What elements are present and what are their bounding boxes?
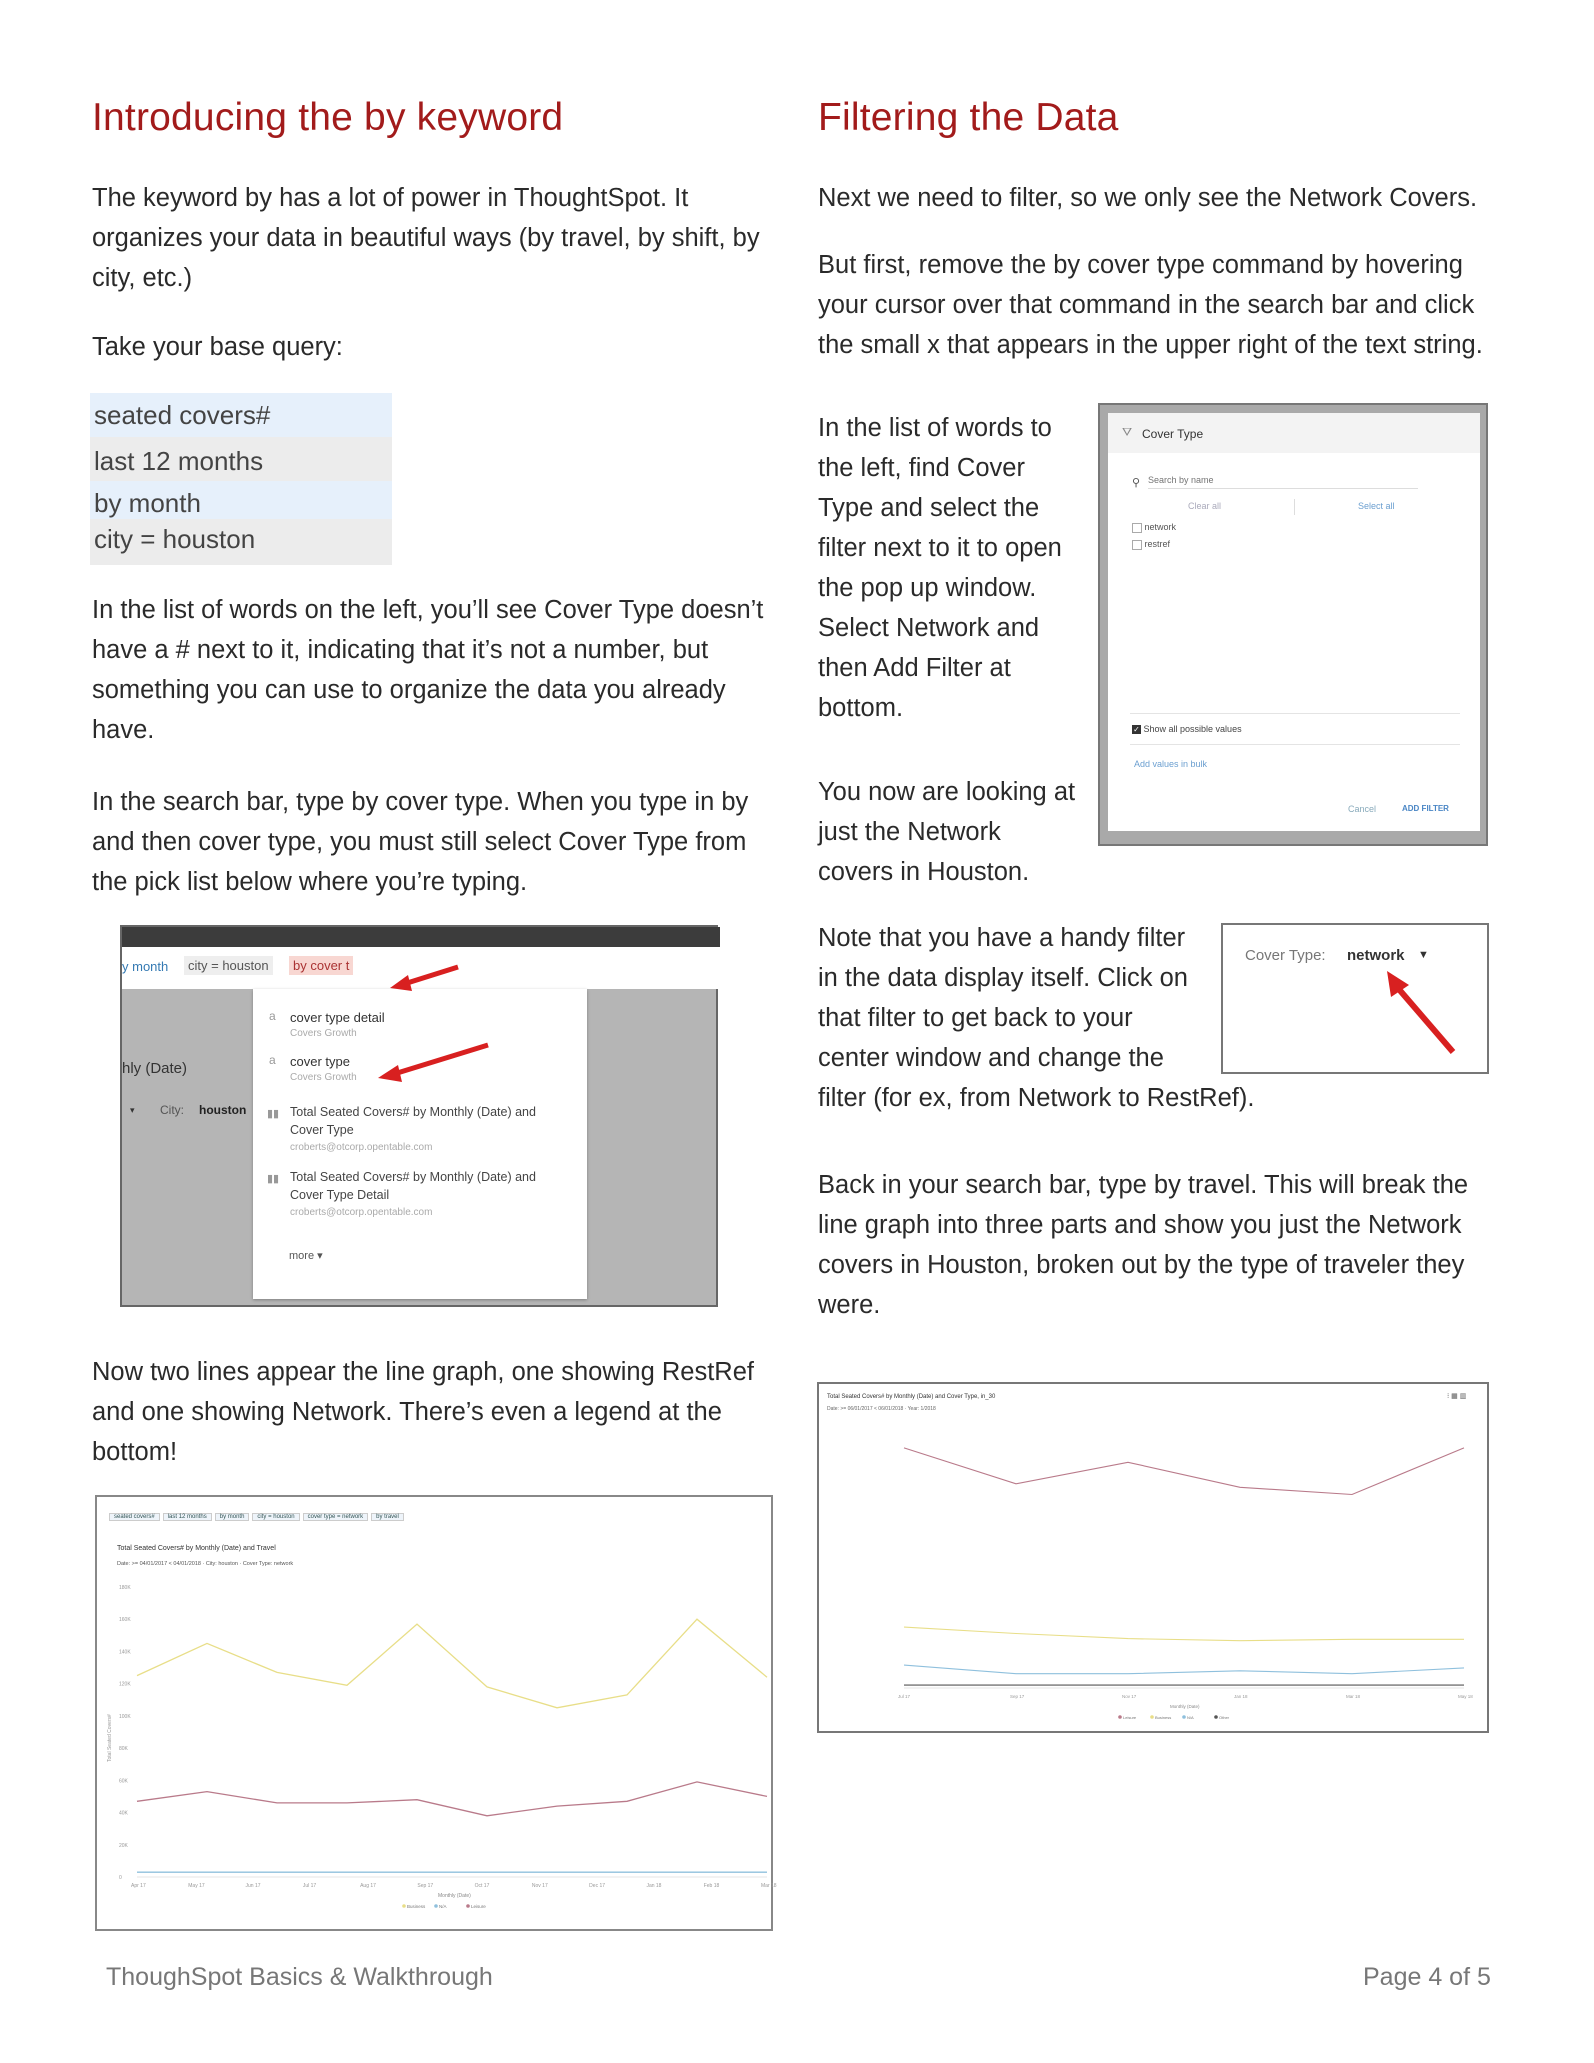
series-line-leisure[interactable] <box>904 1448 1464 1495</box>
line-chart-travel <box>97 1577 777 1929</box>
suggestion-subtitle: croberts@otcorp.opentable.com <box>290 1207 433 1218</box>
text-line: bottom. <box>818 694 904 722</box>
x-tick-label: Dec 17 <box>589 1883 606 1889</box>
x-tick-label: Sep 17 <box>417 1883 434 1889</box>
left-paragraph-3 <box>92 590 792 750</box>
y-tick-label: 180K <box>119 1585 131 1591</box>
x-tick-label: Oct 17 <box>474 1883 490 1889</box>
search-chip[interactable]: city = houston <box>184 956 273 975</box>
suggestion-title: cover type detail <box>290 1010 385 1025</box>
suggestion-subtitle: Covers Growth <box>290 1028 357 1039</box>
show-all-label: Show all possible values <box>1143 724 1242 734</box>
chart-icon: ▮▮ <box>267 1108 280 1120</box>
search-icon: ⚲ <box>1132 477 1141 489</box>
suggestion-title: cover type <box>290 1054 350 1069</box>
text-line: You now are looking at <box>818 778 1076 806</box>
toolbar-icons[interactable]: ⁝ ▦ ▥ <box>1447 1393 1467 1400</box>
text-line: bottom! <box>92 1438 178 1466</box>
divider <box>1130 744 1460 745</box>
search-input[interactable] <box>1148 475 1418 489</box>
text-line: the pop up window. <box>818 574 1037 602</box>
mini-search-bar <box>109 1505 407 1523</box>
chart-icon: ▮▮ <box>267 1173 280 1185</box>
text-line: in the data display itself. Click on <box>818 964 1188 992</box>
legend-label[interactable]: Leisure <box>471 1904 486 1909</box>
dialog-title: Cover Type <box>1142 427 1204 441</box>
x-tick-label: Apr 17 <box>131 1883 146 1889</box>
right-paragraph-6 <box>818 1165 1518 1325</box>
right-paragraph-5 <box>818 918 1255 1118</box>
line-chart-cover-type <box>819 1418 1487 1731</box>
text-line: have. <box>92 716 155 744</box>
text-line: that filter to get back to your <box>818 1004 1133 1032</box>
right-paragraph-1: Next we need to filter, so we only see the Network Covers. <box>818 184 1478 212</box>
caret-icon[interactable]: ▾ <box>130 1105 135 1115</box>
search-chip-active[interactable]: by cover t <box>289 956 353 975</box>
checkbox[interactable] <box>1132 523 1142 533</box>
footer-page-number: Page 4 of 5 <box>1363 1963 1491 1991</box>
x-axis-title: Monthly (Date) <box>1170 1704 1200 1709</box>
suggestion-title-2: Cover Type Detail <box>290 1188 390 1202</box>
x-tick-label: Feb 18 <box>703 1883 720 1889</box>
legend-swatch <box>1118 1715 1122 1719</box>
axis-label: hly (Date) <box>122 1060 188 1077</box>
text-line: were. <box>818 1291 881 1319</box>
right-paragraph-3 <box>818 408 1098 728</box>
suggestion-subtitle: Covers Growth <box>290 1072 357 1083</box>
legend-label[interactable]: Leisure <box>1123 1715 1137 1720</box>
chevron-down-icon: ▾ <box>317 1250 323 1262</box>
left-paragraph-2: Take your base query: <box>92 333 343 361</box>
text-line: Select Network and <box>818 614 1040 642</box>
series-line-na[interactable] <box>904 1665 1464 1674</box>
text-line: Back in your search bar, type by travel. This will break the <box>818 1171 1469 1199</box>
search-chip[interactable]: y month <box>122 959 169 974</box>
text-line: just the Network <box>818 818 1001 846</box>
text-line: organizes your data in beautiful ways (by travel, by shift, by <box>92 224 760 252</box>
query-chip: by travel <box>371 1513 404 1521</box>
legend-swatch <box>1150 1715 1154 1719</box>
left-paragraph-4 <box>92 782 792 902</box>
chart-title: Total Seated Covers# by Monthly (Date) and Travel <box>117 1545 276 1552</box>
legend-label[interactable]: N/A <box>439 1904 447 1909</box>
text-line: The keyword by has a lot of power in ThoughtSpot. It <box>92 184 689 212</box>
city-filter-label: City: <box>160 1103 184 1117</box>
option-restref[interactable] <box>1132 539 1170 550</box>
y-tick-label: 140K <box>119 1649 131 1656</box>
red-arrow-icon <box>378 1045 488 1082</box>
series-line-business[interactable] <box>137 1619 767 1708</box>
x-tick-label: Jan 18 <box>1234 1694 1248 1699</box>
dialog-header <box>1108 413 1480 453</box>
x-tick-label: Jul 17 <box>898 1694 911 1699</box>
x-axis-title: Monthly (Date) <box>438 1893 471 1899</box>
text-line: But first, remove the by cover type command by hovering <box>818 251 1463 279</box>
y-tick-label: 60K <box>119 1778 128 1785</box>
y-tick-label: 80K <box>119 1746 128 1753</box>
chart-screenshot-travel <box>95 1495 777 1931</box>
attribute-icon: a <box>269 1053 276 1067</box>
text-line: then Add Filter at <box>818 654 1011 682</box>
x-tick-label: May 17 <box>188 1883 205 1889</box>
legend-label[interactable]: N/A <box>1187 1715 1194 1720</box>
option-label: network <box>1144 522 1177 532</box>
x-tick-label: May 18 <box>1458 1694 1473 1699</box>
text-line: In the search bar, type by cover type. When you type in by <box>92 788 749 816</box>
legend-swatch <box>1182 1715 1186 1719</box>
query-chip: city = houston <box>252 1513 299 1521</box>
x-tick-label: Jul 17 <box>302 1883 317 1889</box>
attribute-icon: a <box>269 1009 276 1023</box>
x-tick-label: Jun 17 <box>245 1883 261 1889</box>
text-line: filter (for ex, from Network to RestRef). <box>818 1084 1255 1112</box>
legend-label[interactable]: Business <box>1155 1715 1172 1720</box>
footer-title: ThoughSpot Basics & Walkthrough <box>106 1963 493 1991</box>
filter-icon: ⛛ <box>1122 425 1133 439</box>
left-paragraph-5 <box>92 1352 792 1472</box>
legend-swatch <box>1214 1715 1218 1719</box>
left-heading: Introducing the by keyword <box>92 96 564 139</box>
text-line: the small x that appears in the upper right of the text string. <box>818 331 1483 359</box>
y-tick-label: 160K <box>119 1617 131 1624</box>
query-term: seated covers# <box>90 393 392 437</box>
series-line-leisure[interactable] <box>137 1782 767 1816</box>
suggestion-title: Total Seated Covers# by Monthly (Date) and <box>290 1170 536 1184</box>
cover-type-value[interactable]: network <box>1347 947 1405 964</box>
legend-swatch <box>466 1904 470 1908</box>
x-tick-label: Nov 17 <box>1122 1694 1137 1699</box>
left-paragraph-1 <box>92 178 772 298</box>
text-line: have a # next to it, indicating that it’s not a number, but <box>92 636 709 664</box>
text-line: covers in Houston, broken out by the type of traveler they <box>818 1251 1465 1279</box>
more-label: more <box>289 1250 315 1262</box>
chart-filters: Date: >= 04/01/2017 < 04/01/2018 · City: houston · Cover Type: network <box>117 1561 294 1567</box>
option-network[interactable] <box>1132 522 1176 533</box>
checkbox[interactable] <box>1132 540 1142 550</box>
text-line: line graph into three parts and show you just the Network <box>818 1211 1462 1239</box>
legend-label[interactable]: Other <box>1219 1715 1230 1720</box>
y-axis-title: Total Seated Covers# <box>107 1714 113 1762</box>
text-line: Type and select the <box>818 494 1040 522</box>
y-tick-label: 0 <box>119 1875 122 1881</box>
query-term: by month <box>90 481 392 519</box>
red-arrow-icon <box>1223 925 1489 1074</box>
suggestion-title-2: Cover Type <box>290 1123 354 1137</box>
query-term: last 12 months <box>90 437 392 481</box>
x-tick-label: Aug 17 <box>360 1883 376 1889</box>
red-arrow-icon <box>390 967 458 991</box>
add-filter-button[interactable]: ADD FILTER <box>1402 804 1449 813</box>
option-label: restref <box>1144 539 1171 549</box>
x-tick-label: Mar 18 <box>1346 1694 1361 1699</box>
filter-dialog <box>1108 413 1480 831</box>
text-line: Now two lines appear the line graph, one showing RestRef <box>92 1358 754 1386</box>
divider <box>1294 499 1295 515</box>
cancel-button[interactable]: Cancel <box>1348 804 1377 814</box>
series-line-business[interactable] <box>904 1627 1464 1641</box>
query-chip: by month <box>215 1513 250 1521</box>
x-tick-label: Nov 17 <box>531 1883 548 1889</box>
text-line: In the list of words on the left, you’ll see Cover Type doesn’t <box>92 596 764 624</box>
text-line: filter next to it to open <box>818 534 1062 562</box>
text-line: the pick list below where you’re typing. <box>92 868 528 896</box>
text-line: city, etc.) <box>92 264 193 292</box>
cover-type-label: Cover Type: <box>1245 947 1326 964</box>
legend-label[interactable]: Business <box>407 1904 426 1909</box>
text-line: your cursor over that command in the search bar and click <box>818 291 1475 319</box>
caret-down-icon[interactable]: ▼ <box>1418 949 1429 961</box>
divider <box>1130 713 1460 714</box>
text-line: center window and change the <box>818 1044 1164 1072</box>
x-tick-label: Jan 18 <box>646 1883 662 1889</box>
y-tick-label: 120K <box>119 1681 131 1688</box>
query-chip: seated covers# <box>109 1513 160 1521</box>
text-line: covers in Houston. <box>818 858 1030 886</box>
cover-type-filter-screenshot <box>1221 923 1489 1074</box>
suggestion-subtitle: croberts@otcorp.opentable.com <box>290 1142 433 1153</box>
y-tick-label: 20K <box>119 1842 128 1849</box>
clear-all-button[interactable]: Clear all <box>1188 501 1222 511</box>
x-tick-label: Sep 17 <box>1010 1694 1025 1699</box>
filter-popup-screenshot <box>1098 403 1488 846</box>
annotation-arrows <box>122 927 718 1307</box>
text-line: and then cover type, you must still select Cover Type from <box>92 828 747 856</box>
text-line: the left, find Cover <box>818 454 1025 482</box>
y-tick-label: 40K <box>119 1810 128 1817</box>
text-line: In the list of words to <box>818 414 1052 442</box>
text-line: and one showing Network. There’s even a legend at the <box>92 1398 722 1426</box>
right-paragraph-2 <box>818 245 1518 365</box>
chart-screenshot-cover-type <box>817 1382 1489 1733</box>
query-chip: last 12 months <box>163 1513 212 1521</box>
search-screenshot <box>120 925 718 1307</box>
add-values-bulk-link[interactable]: Add values in bulk <box>1134 759 1208 769</box>
legend-swatch <box>434 1904 438 1908</box>
checkbox-checked-icon[interactable]: ✓ <box>1133 725 1140 735</box>
right-paragraph-4 <box>818 772 1098 892</box>
suggestion-title: Total Seated Covers# by Monthly (Date) and <box>290 1105 536 1119</box>
query-chip: cover type = network <box>303 1513 369 1521</box>
y-tick-label: 100K <box>119 1713 131 1720</box>
chart-title: Total Seated Covers# by Monthly (Date) and Cover Type, in_30 <box>827 1394 996 1400</box>
query-term: city = houston <box>90 519 392 565</box>
chart-filters: Date: >= 06/01/2017 < 06/01/2018 · Year: 1/2018 <box>827 1406 936 1412</box>
select-all-button[interactable]: Select all <box>1358 501 1395 511</box>
text-line: something you can use to organize the data you already <box>92 676 726 704</box>
legend-swatch <box>402 1904 406 1908</box>
show-all-toggle[interactable] <box>1132 724 1242 734</box>
city-filter-value[interactable]: houston <box>199 1103 247 1117</box>
right-heading: Filtering the Data <box>818 96 1119 139</box>
text-line: Note that you have a handy filter <box>818 924 1186 952</box>
x-tick-label: Mar 18 <box>761 1883 777 1889</box>
